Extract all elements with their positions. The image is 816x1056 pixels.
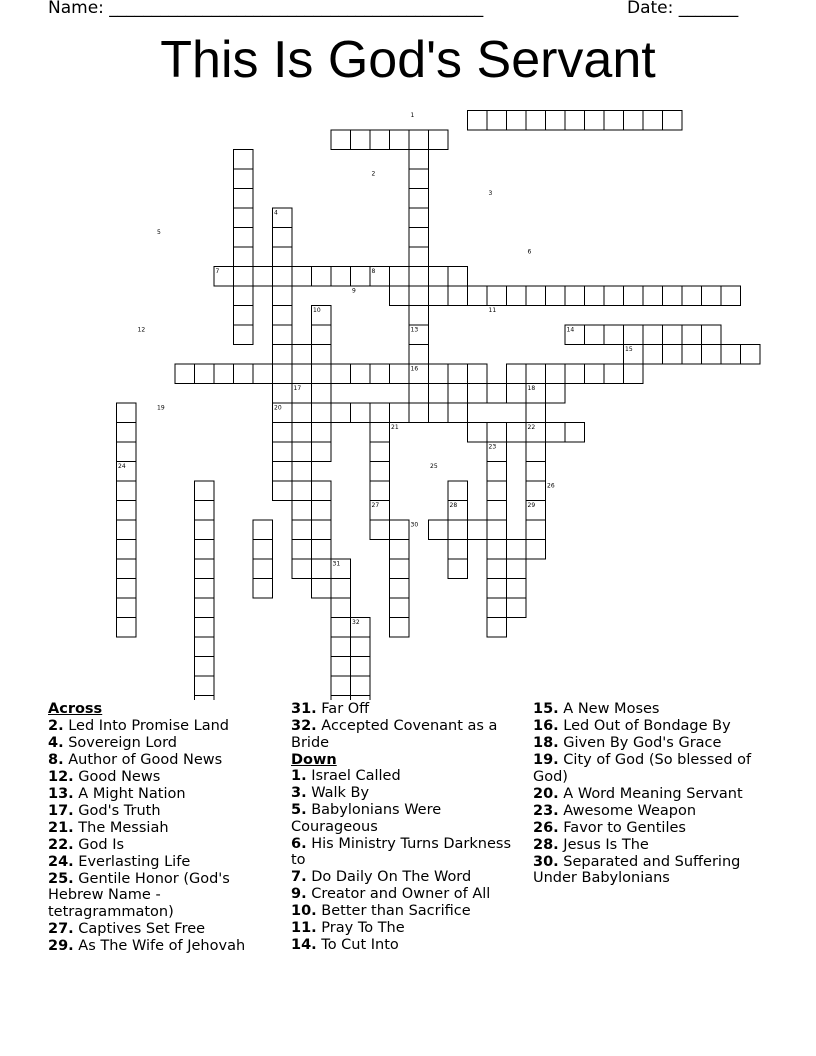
grid-cell[interactable] — [370, 403, 390, 423]
grid-cell[interactable] — [331, 598, 351, 618]
grid-cell[interactable] — [292, 442, 312, 462]
grid-cell[interactable] — [546, 286, 566, 306]
clue-number: 21 — [391, 424, 399, 431]
grid-cell[interactable] — [487, 423, 507, 443]
grid-cell[interactable] — [117, 598, 137, 618]
grid-cell[interactable] — [117, 559, 137, 579]
clue-item: 8. Author of Good News — [48, 751, 223, 768]
grid-cell[interactable] — [507, 540, 527, 560]
grid-cell[interactable] — [273, 442, 293, 462]
grid-cell[interactable] — [331, 676, 351, 696]
grid-cell[interactable] — [292, 559, 312, 579]
grid-cell[interactable] — [312, 403, 332, 423]
grid-cell[interactable] — [370, 364, 390, 384]
clue-number: 7 — [215, 268, 220, 275]
grid-cell[interactable] — [292, 540, 312, 560]
clue-item: 2. Led Into Promise Land — [48, 717, 230, 734]
grid-cell[interactable] — [273, 481, 293, 501]
grid-cell[interactable] — [117, 540, 137, 560]
grid-cell[interactable] — [624, 111, 644, 131]
clue-item: 18. Given By God's Grace — [533, 735, 722, 751]
clue-number: 22 — [527, 424, 536, 431]
grid-cell[interactable] — [273, 384, 293, 404]
grid-cell[interactable] — [526, 286, 546, 306]
clue-item: 7. Do Daily On The Word — [291, 869, 472, 885]
clue-number: 6 — [527, 248, 532, 256]
grid-cell[interactable] — [292, 267, 312, 287]
grid-cell[interactable] — [234, 150, 254, 170]
clue-number: 31 — [332, 560, 341, 568]
grid-cell[interactable] — [390, 130, 410, 150]
grid-cell[interactable] — [565, 286, 585, 306]
grid-cell[interactable] — [624, 286, 644, 306]
grid-cell[interactable] — [507, 286, 527, 306]
grid-cell[interactable] — [721, 286, 741, 306]
grid-cell[interactable] — [409, 403, 429, 423]
clues-column-1 — [48, 701, 268, 955]
grid-cell[interactable] — [526, 442, 546, 462]
clue-number: 1 — [410, 112, 415, 119]
grid-cell[interactable] — [117, 618, 137, 638]
clue-item: 28. Jesus Is The — [533, 836, 649, 853]
grid-cell[interactable] — [507, 111, 527, 131]
grid-cell[interactable] — [429, 267, 449, 287]
grid-cell[interactable] — [429, 364, 449, 384]
grid-cell[interactable] — [273, 267, 293, 287]
grid-cell[interactable] — [117, 520, 137, 540]
grid-cell[interactable] — [292, 345, 312, 365]
grid-cell[interactable] — [702, 345, 722, 365]
grid-cell[interactable] — [292, 423, 312, 443]
clue-item: 17. God's Truth — [48, 802, 161, 819]
grid-cell[interactable] — [604, 111, 624, 131]
grid-cell[interactable] — [429, 286, 449, 306]
grid-cell[interactable] — [273, 364, 293, 384]
grid-cell[interactable] — [643, 286, 663, 306]
date-field-label: Date: _______ — [627, 0, 739, 18]
clue-number: 19 — [157, 404, 165, 412]
grid-cell[interactable] — [292, 462, 312, 482]
grid-cell[interactable] — [526, 481, 546, 501]
clue-number: 29 — [527, 502, 536, 509]
clue-number: 28 — [449, 502, 458, 509]
clue-item: 4. Sovereign Lord — [48, 734, 177, 751]
grid-cell[interactable] — [117, 481, 137, 501]
clue-number: 30 — [410, 521, 419, 529]
grid-cell[interactable] — [565, 364, 585, 384]
grid-cell[interactable] — [234, 267, 254, 287]
grid-cell[interactable] — [487, 579, 507, 599]
grid-cell[interactable] — [234, 364, 254, 384]
grid-cell[interactable] — [526, 403, 546, 423]
clue-item: 10. Better than Sacrifice — [291, 903, 471, 919]
grid-cell[interactable] — [409, 286, 429, 306]
grid-cell[interactable] — [370, 520, 390, 540]
clue-number: 24 — [118, 463, 126, 470]
grid-cell[interactable] — [409, 247, 429, 267]
clue-number: 4 — [274, 209, 278, 217]
grid-cell[interactable] — [409, 384, 429, 404]
grid-cell[interactable] — [546, 111, 566, 131]
grid-cell[interactable] — [448, 384, 468, 404]
grid-cell[interactable] — [273, 345, 293, 365]
grid-cell[interactable] — [351, 403, 371, 423]
grid-cell[interactable] — [312, 345, 332, 365]
grid-cell[interactable] — [312, 442, 332, 462]
clue-item: 22. God Is — [48, 836, 125, 853]
grid-cell[interactable] — [663, 286, 683, 306]
clue-item: 16. Led Out of Bondage By — [533, 718, 731, 734]
grid-cell[interactable] — [312, 520, 332, 540]
grid-cell[interactable] — [351, 657, 371, 677]
clues-column-2 — [291, 701, 516, 954]
grid-cell[interactable] — [390, 579, 410, 599]
grid-cell[interactable] — [195, 598, 215, 618]
clues-column-3 — [533, 701, 763, 887]
grid-cell[interactable] — [448, 520, 468, 540]
clue-item: 5. Babylonians Were Courageous — [291, 802, 442, 835]
grid-cell[interactable] — [409, 169, 429, 189]
grid-cell[interactable] — [487, 501, 507, 521]
grid-cell[interactable] — [487, 481, 507, 501]
grid-cell[interactable] — [292, 364, 312, 384]
grid-cell[interactable] — [195, 579, 215, 599]
grid-cell[interactable] — [409, 150, 429, 170]
across-heading: Across — [48, 701, 103, 717]
grid-cell[interactable] — [507, 423, 527, 443]
clue-number: 32 — [352, 619, 360, 626]
grid-cell[interactable] — [468, 423, 488, 443]
grid-cell[interactable] — [526, 364, 546, 384]
grid-cell[interactable] — [507, 384, 527, 404]
grid-cell[interactable] — [312, 364, 332, 384]
grid-cell[interactable] — [351, 364, 371, 384]
grid-cell[interactable] — [468, 520, 488, 540]
clue-item: 32. Accepted Covenant as a Bride — [291, 718, 498, 751]
grid-cell[interactable] — [507, 579, 527, 599]
grid-cell[interactable] — [565, 423, 585, 443]
grid-cell[interactable] — [312, 481, 332, 501]
grid-cell[interactable] — [409, 267, 429, 287]
clue-item: 1. Israel Called — [291, 768, 401, 784]
clue-item: 26. Favor to Gentiles — [533, 819, 686, 836]
clue-item: 19. City of God (So blessed of God) — [533, 752, 752, 785]
grid-cell[interactable] — [195, 481, 215, 501]
clue-number: 13 — [410, 326, 419, 334]
grid-cell[interactable] — [409, 306, 429, 326]
grid-cell[interactable] — [468, 384, 488, 404]
grid-cell[interactable] — [234, 189, 254, 209]
grid-cell[interactable] — [546, 384, 566, 404]
grid-cell[interactable] — [331, 696, 351, 701]
grid-cell[interactable] — [409, 130, 429, 150]
clue-item: 29. As The Wife of Jehovah — [48, 937, 246, 954]
grid-cell[interactable] — [429, 403, 449, 423]
grid-cell[interactable] — [117, 403, 137, 423]
grid-cell[interactable] — [195, 676, 215, 696]
grid-cell[interactable] — [331, 364, 351, 384]
grid-cell[interactable] — [331, 657, 351, 677]
clue-number: 2 — [371, 170, 376, 178]
grid-cell[interactable] — [214, 364, 234, 384]
clue-number: 23 — [488, 443, 497, 451]
grid-cell[interactable] — [448, 267, 468, 287]
grid-cell[interactable] — [526, 111, 546, 131]
grid-cell[interactable] — [234, 228, 254, 248]
clue-item: 20. A Word Meaning Servant — [533, 785, 743, 802]
clue-number: 9 — [352, 287, 356, 295]
grid-cell[interactable] — [312, 540, 332, 560]
grid-cell[interactable] — [663, 325, 683, 345]
clue-number: 26 — [547, 482, 555, 490]
clue-item: 27. Captives Set Free — [48, 920, 206, 937]
grid-cell[interactable] — [487, 540, 507, 560]
down-heading: Down — [291, 751, 337, 768]
grid-cell[interactable] — [195, 657, 215, 677]
grid-cell[interactable] — [253, 267, 273, 287]
grid-cell[interactable] — [117, 579, 137, 599]
grid-cell[interactable] — [234, 247, 254, 267]
grid-cell[interactable] — [234, 286, 254, 306]
grid-cell[interactable] — [331, 618, 351, 638]
grid-cell[interactable] — [468, 286, 488, 306]
grid-cell[interactable] — [682, 286, 702, 306]
clue-number: 11 — [488, 307, 497, 314]
clue-number: 8 — [371, 268, 376, 275]
grid-cell[interactable] — [273, 306, 293, 326]
clue-item: 15. A New Moses — [533, 701, 660, 717]
grid-cell[interactable] — [390, 559, 410, 579]
grid-cell[interactable] — [234, 306, 254, 326]
grid-cell[interactable] — [390, 286, 410, 306]
grid-cell[interactable] — [429, 384, 449, 404]
grid-cell[interactable] — [292, 501, 312, 521]
grid-cell[interactable] — [312, 501, 332, 521]
grid-cell[interactable] — [195, 520, 215, 540]
grid-cell[interactable] — [351, 696, 371, 701]
grid-cell[interactable] — [312, 325, 332, 345]
clue-number: 16 — [410, 365, 419, 373]
clue-number: 20 — [274, 404, 282, 412]
grid-cell[interactable] — [643, 325, 663, 345]
grid-cell[interactable] — [370, 423, 390, 443]
grid-cell[interactable] — [409, 345, 429, 365]
grid-cell[interactable] — [390, 403, 410, 423]
clue-number: 27 — [371, 502, 380, 509]
grid-cell[interactable] — [253, 520, 273, 540]
grid-cell[interactable] — [604, 325, 624, 345]
grid-cell[interactable] — [351, 130, 371, 150]
grid-cell[interactable] — [507, 559, 527, 579]
grid-cell[interactable] — [682, 345, 702, 365]
clue-number: 5 — [157, 229, 161, 236]
clue-number: 12 — [137, 326, 146, 334]
clue-number: 15 — [625, 346, 633, 353]
grid-cell[interactable] — [565, 111, 585, 131]
grid-cell[interactable] — [526, 540, 546, 560]
grid-cell[interactable] — [409, 228, 429, 248]
grid-cell[interactable] — [682, 325, 702, 345]
clue-item: 23. Awesome Weapon — [533, 802, 697, 819]
grid-cell[interactable] — [253, 559, 273, 579]
grid-cell[interactable] — [175, 364, 195, 384]
grid-cell[interactable] — [429, 130, 449, 150]
grid-cell[interactable] — [312, 579, 332, 599]
clue-number: 10 — [313, 307, 321, 314]
grid-cell[interactable] — [526, 462, 546, 482]
grid-cell[interactable] — [702, 325, 722, 345]
grid-cell[interactable] — [741, 345, 761, 365]
grid-cell[interactable] — [195, 618, 215, 638]
grid-cell[interactable] — [273, 325, 293, 345]
grid-cell[interactable] — [702, 286, 722, 306]
grid-cell[interactable] — [546, 423, 566, 443]
grid-cell[interactable] — [390, 520, 410, 540]
grid-cell[interactable] — [195, 501, 215, 521]
grid-cell[interactable] — [253, 540, 273, 560]
grid-cell[interactable] — [351, 267, 371, 287]
grid-cell[interactable] — [312, 559, 332, 579]
name-field-label: Name: ____________________________________________ — [48, 0, 484, 18]
grid-cell[interactable] — [448, 403, 468, 423]
clue-item: 14. To Cut Into — [291, 937, 399, 953]
clue-item: 31. Far Off — [291, 701, 370, 717]
grid-cell[interactable] — [331, 579, 351, 599]
grid-cell[interactable] — [624, 364, 644, 384]
grid-cell[interactable] — [487, 462, 507, 482]
grid-cell[interactable] — [273, 228, 293, 248]
grid-cell[interactable] — [468, 111, 488, 131]
grid-cell[interactable] — [331, 267, 351, 287]
grid-cell[interactable] — [273, 286, 293, 306]
grid-cell[interactable] — [585, 325, 605, 345]
grid-cell[interactable] — [409, 208, 429, 228]
grid-cell[interactable] — [331, 130, 351, 150]
clue-number: 18 — [527, 385, 536, 392]
grid-cell[interactable] — [117, 442, 137, 462]
clue-number: 25 — [430, 463, 438, 470]
grid-cell[interactable] — [487, 618, 507, 638]
grid-cell[interactable] — [507, 598, 527, 618]
grid-cell[interactable] — [234, 169, 254, 189]
grid-cell[interactable] — [117, 501, 137, 521]
grid-cell[interactable] — [448, 540, 468, 560]
grid-cell[interactable] — [663, 345, 683, 365]
grid-cell[interactable] — [585, 286, 605, 306]
grid-cell[interactable] — [234, 208, 254, 228]
grid-cell[interactable] — [331, 637, 351, 657]
clue-item: 9. Creator and Owner of All — [291, 886, 491, 902]
grid-cell[interactable] — [253, 364, 273, 384]
grid-cell[interactable] — [604, 286, 624, 306]
clue-number: 17 — [293, 385, 302, 392]
grid-cell[interactable] — [195, 559, 215, 579]
grid-cell[interactable] — [253, 579, 273, 599]
grid-cell[interactable] — [312, 267, 332, 287]
grid-cell[interactable] — [585, 111, 605, 131]
clue-item: 21. The Messiah — [48, 819, 169, 836]
clue-item: 13. A Might Nation — [48, 785, 186, 802]
grid-cell[interactable] — [273, 462, 293, 482]
grid-cell[interactable] — [195, 364, 215, 384]
grid-cell[interactable] — [487, 384, 507, 404]
grid-cell[interactable] — [351, 676, 371, 696]
grid-cell[interactable] — [448, 481, 468, 501]
grid-cell[interactable] — [273, 423, 293, 443]
grid-cell[interactable] — [487, 111, 507, 131]
clue-item: 3. Walk By — [291, 785, 370, 801]
grid-cell[interactable] — [624, 325, 644, 345]
grid-cell[interactable] — [448, 286, 468, 306]
grid-cell[interactable] — [643, 345, 663, 365]
grid-cell[interactable] — [195, 696, 215, 701]
grid-cell[interactable] — [526, 520, 546, 540]
grid-cell[interactable] — [487, 598, 507, 618]
grid-cell[interactable] — [370, 442, 390, 462]
grid-cell[interactable] — [370, 462, 390, 482]
grid-cell[interactable] — [390, 598, 410, 618]
page-title: This Is God's Servant — [160, 31, 656, 89]
grid-cell[interactable] — [390, 618, 410, 638]
grid-cell[interactable] — [390, 364, 410, 384]
grid-cell[interactable] — [195, 637, 215, 657]
grid-cell[interactable] — [234, 325, 254, 345]
clue-item: 11. Pray To The — [291, 920, 405, 936]
grid-cell[interactable] — [331, 403, 351, 423]
grid-cell[interactable] — [487, 520, 507, 540]
grid-cell[interactable] — [370, 481, 390, 501]
grid-cell[interactable] — [292, 520, 312, 540]
grid-cell[interactable] — [312, 423, 332, 443]
grid-cell[interactable] — [468, 364, 488, 384]
grid-cell[interactable] — [292, 481, 312, 501]
grid-cell[interactable] — [390, 540, 410, 560]
grid-cell[interactable] — [312, 384, 332, 404]
grid-cell[interactable] — [721, 345, 741, 365]
clue-number: 3 — [488, 190, 493, 197]
grid-cell[interactable] — [292, 403, 312, 423]
clue-item: 12. Good News — [48, 768, 161, 785]
grid-cell[interactable] — [409, 189, 429, 209]
grid-cell[interactable] — [487, 286, 507, 306]
grid-cell[interactable] — [448, 559, 468, 579]
grid-cell[interactable] — [507, 364, 527, 384]
grid-cell[interactable] — [643, 111, 663, 131]
grid-cell[interactable] — [585, 364, 605, 384]
grid-cell[interactable] — [117, 423, 137, 443]
grid-cell[interactable] — [195, 540, 215, 560]
grid-cell[interactable] — [487, 559, 507, 579]
grid-cell[interactable] — [370, 130, 390, 150]
grid-cell[interactable] — [351, 637, 371, 657]
grid-cell[interactable] — [448, 364, 468, 384]
grid-cell[interactable] — [429, 520, 449, 540]
grid-cell[interactable] — [546, 364, 566, 384]
clue-item: 25. Gentile Honor (God's Hebrew Name -tetragrammaton) — [48, 870, 230, 920]
clue-item: 30. Separated and Suffering Under Babylonians — [533, 853, 741, 886]
clue-item: 6. His Ministry Turns Darkness to — [291, 835, 511, 868]
grid-cell[interactable] — [273, 247, 293, 267]
grid-cell[interactable] — [604, 364, 624, 384]
grid-cell[interactable] — [663, 111, 683, 131]
clue-item: 24. Everlasting Life — [48, 853, 191, 870]
clue-number: 14 — [566, 326, 575, 334]
grid-cell[interactable] — [390, 267, 410, 287]
